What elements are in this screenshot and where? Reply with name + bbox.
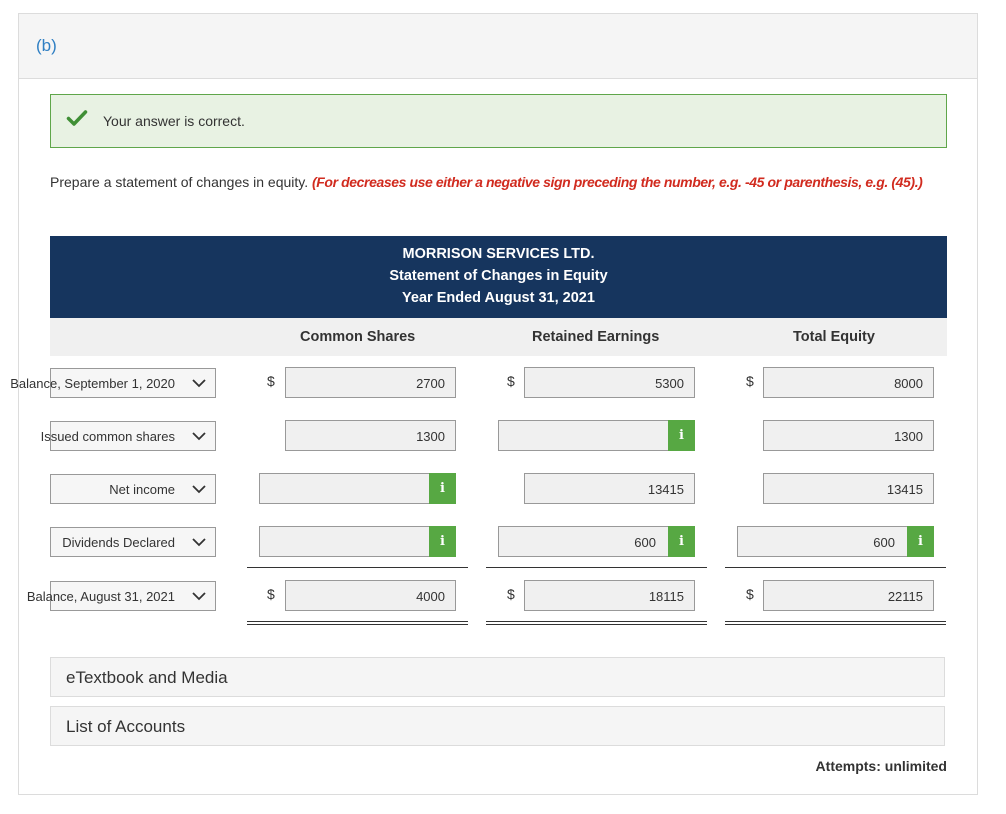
question-card [10,13,978,795]
company-name: MORRISON SERVICES LTD. [402,246,595,262]
input-value: 18115 [648,589,684,604]
row-label-select[interactable] [26,581,216,611]
input-value: 4000 [416,589,445,604]
subtotal-rule [725,567,946,568]
chevron-down-icon [192,378,206,388]
chevron-down-icon [192,591,206,601]
column-headers [50,318,947,356]
input-value: 2700 [416,376,445,391]
statement-header [50,236,947,318]
total-equity-input[interactable] [737,526,934,557]
total-double-rule [486,621,707,625]
column-header-common-shares: Common Shares [300,329,416,345]
statement-period: Year Ended August 31, 2021 [402,290,595,306]
list-of-accounts-link[interactable] [50,706,945,746]
input-value: 8000 [894,376,923,391]
total-double-rule [247,621,468,625]
dollar-sign: $ [746,373,754,389]
info-icon[interactable]: i [668,420,695,451]
dollar-sign: $ [267,586,275,602]
input-value: 22115 [887,589,923,604]
common-shares-input[interactable] [285,580,456,611]
total-equity-input[interactable] [763,367,934,398]
chevron-down-icon [192,431,206,441]
dollar-sign: $ [746,586,754,602]
feedback-message: Your answer is correct. [103,113,245,129]
info-icon[interactable]: i [429,473,456,504]
column-header-retained-earnings: Retained Earnings [532,329,660,345]
common-shares-input[interactable] [259,473,456,504]
common-shares-input[interactable] [259,526,456,557]
row-label-select[interactable] [10,368,216,398]
input-value: 13415 [886,482,923,497]
retained-earnings-input[interactable] [498,420,695,451]
input-value: 5300 [655,376,684,391]
chevron-down-icon [192,484,206,494]
input-value: 1300 [894,429,923,444]
info-icon[interactable]: i [429,526,456,557]
row-label-select[interactable] [40,421,216,451]
dollar-sign: $ [507,373,515,389]
input-value: 1300 [416,429,445,444]
subtotal-rule [247,567,468,568]
statement-title: Statement of Changes in Equity [389,268,608,284]
input-value: 600 [873,535,895,550]
dollar-sign: $ [267,373,275,389]
instructions [50,172,940,193]
row-label-text: Balance, September 1, 2020 [10,376,175,391]
row-label-text: Balance, August 31, 2021 [26,589,175,604]
check-icon [67,110,87,126]
total-equity-input[interactable] [763,420,934,451]
part-label: (b) [36,36,57,55]
retained-earnings-input[interactable] [524,473,695,504]
input-value: 13415 [647,482,684,497]
subtotal-rule [486,567,707,568]
row-label-select[interactable] [50,474,216,504]
total-double-rule [725,621,946,625]
correct-answer-banner [50,94,947,148]
retained-earnings-input[interactable] [498,526,695,557]
instructions-main: Prepare a statement of changes in equity. [50,174,309,190]
total-equity-input[interactable] [763,473,934,504]
row-label-text: Issued common shares [40,429,175,444]
chevron-down-icon [192,537,206,547]
input-value: 600 [634,535,656,550]
etextbook-media-link[interactable] [50,657,945,697]
column-header-total-equity: Total Equity [793,329,875,345]
common-shares-input[interactable] [285,420,456,451]
retained-earnings-input[interactable] [524,580,695,611]
retained-earnings-input[interactable] [524,367,695,398]
total-equity-input[interactable] [763,580,934,611]
list-of-accounts-label: List of Accounts [66,717,186,736]
common-shares-input[interactable] [285,367,456,398]
row-label-select[interactable] [50,527,216,557]
row-label-text: Net income [109,482,175,497]
info-icon[interactable]: i [907,526,934,557]
dollar-sign: $ [507,586,515,602]
etextbook-media-label: eTextbook and Media [66,668,228,687]
row-label-text: Dividends Declared [62,535,175,550]
instructions-note: (For decreases use either a negative sign preceding the number, e.g. -45 or parenthesis, e.g. (45).) [312,174,923,190]
part-header [19,14,977,79]
attempts-count: Attempts: unlimited [815,758,947,774]
info-icon[interactable]: i [668,526,695,557]
